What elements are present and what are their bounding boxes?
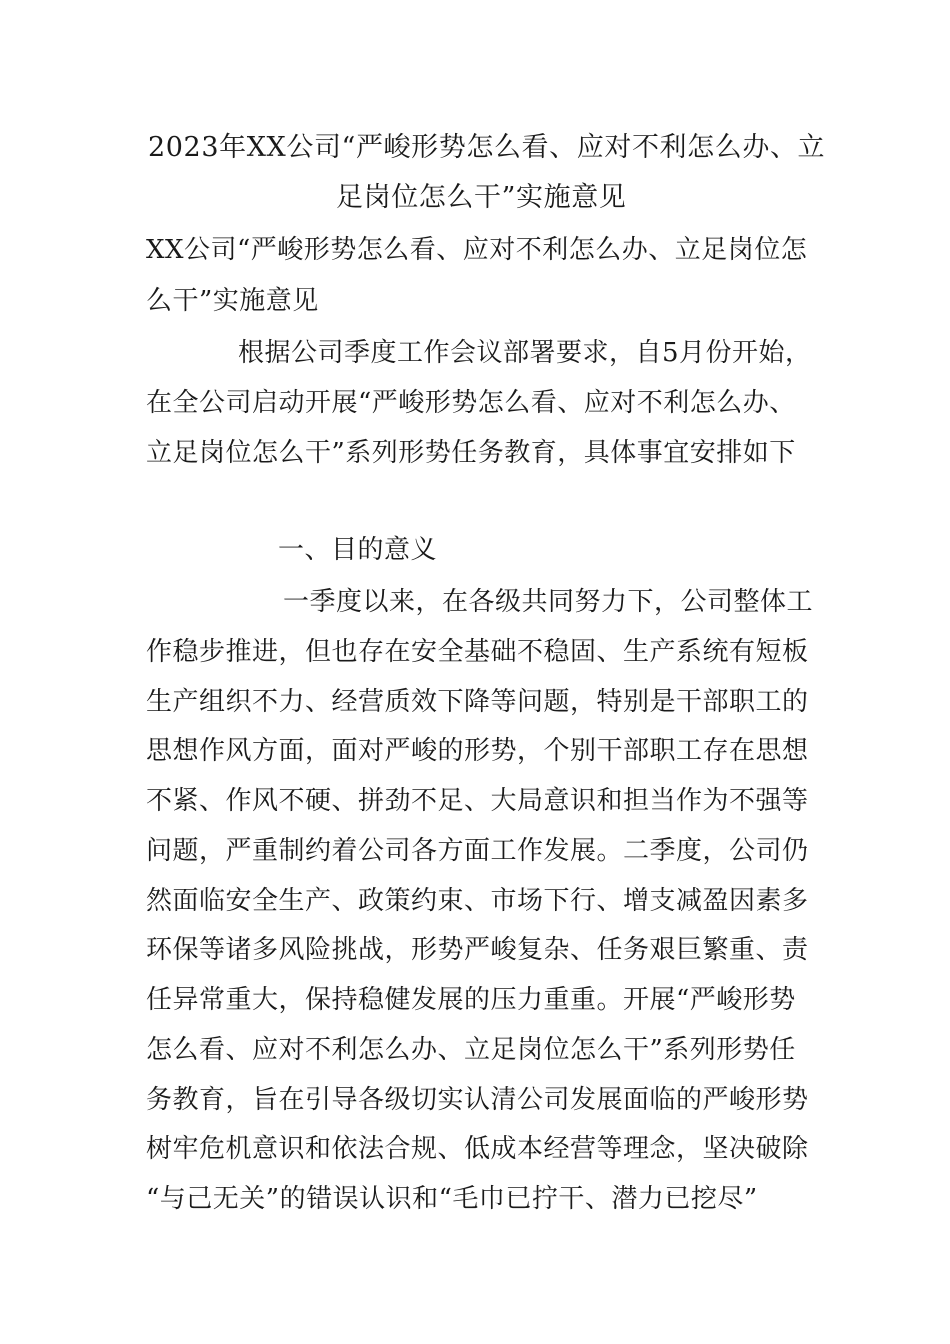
section-heading: 一、目的意义	[278, 535, 438, 565]
body-line-12: 树牢危机意识和依法合规、低成本经营等理念，坚决破除	[146, 1134, 809, 1164]
body-line-11: 务教育，旨在引导各级切实认清公司发展面临的严峻形势	[146, 1085, 809, 1115]
intro-line-3: 立足岗位怎么干”系列形势任务教育，具体事宜安排如下	[146, 438, 796, 468]
subtitle-line-1: XX公司“严峻形势怎么看、应对不利怎么办、立足岗位怎	[146, 235, 808, 265]
intro-line-1: 根据公司季度工作会议部署要求，自5月份开始，	[238, 338, 812, 368]
body-line-9: 任异常重大，保持稳健发展的压力重重。开展“严峻形势	[146, 985, 796, 1015]
body-line-3: 生产组织不力、经营质效下降等问题，特别是干部职工的	[146, 687, 809, 717]
body-line-8: 环保等诸多风险挑战，形势严峻复杂、任务艰巨繁重、责	[146, 935, 809, 965]
body-line-1: 一季度以来，在各级共同努力下，公司整体工	[283, 587, 814, 617]
intro-line-2: 在全公司启动开展“严峻形势怎么看、应对不利怎么办、	[146, 388, 796, 418]
body-line-7: 然面临安全生产、政策约束、市场下行、增支减盈因素多	[146, 886, 809, 916]
body-line-5: 不紧、作风不硬、拼劲不足、大局意识和担当作为不强等	[146, 786, 809, 816]
body-line-13: “与己无关”的错误认识和“毛巾已拧干、潜力已挖尽”	[146, 1184, 758, 1214]
body-line-6: 问题，严重制约着公司各方面工作发展。二季度，公司仍	[146, 836, 809, 866]
subtitle-line-2: 么干”实施意见	[146, 286, 319, 316]
document-title-line-1: 2023年XX公司“严峻形势怎么看、应对不利怎么办、立	[148, 132, 826, 163]
body-line-10: 怎么看、应对不利怎么办、立足岗位怎么干”系列形势任	[146, 1035, 796, 1065]
body-line-4: 思想作风方面，面对严峻的形势，个别干部职工存在思想	[146, 736, 809, 766]
document-title-line-2: 足岗位怎么干”实施意见	[336, 182, 627, 213]
body-line-2: 作稳步推进，但也存在安全基础不稳固、生产系统有短板	[146, 637, 809, 667]
